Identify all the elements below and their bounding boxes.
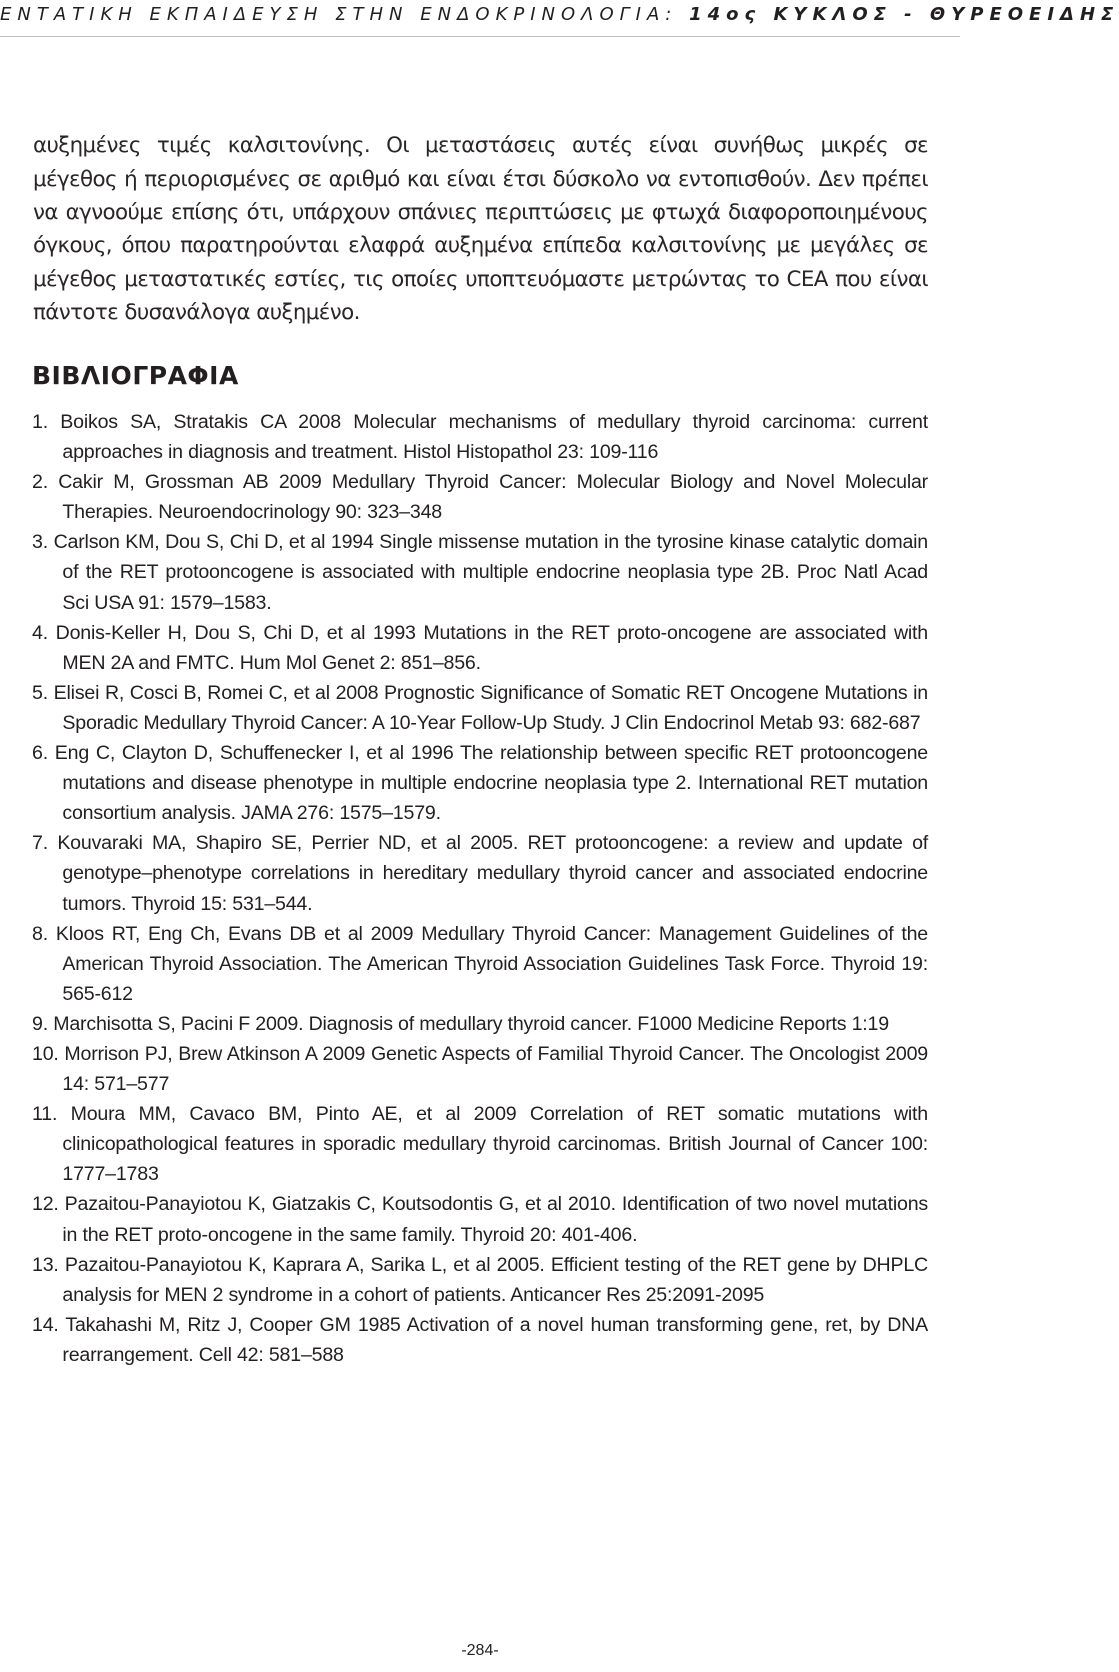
reference-item (32, 1099, 928, 1189)
reference-item (32, 1310, 928, 1370)
reference-body: Eng C, Clayton D, Schuffenecker I, et al 1996 The relationship between specific RET protooncogene mutations and disease phenotype in multiple endocrine neoplasia type 2. International RET mutation consortium analysis. JAMA 276: 1575–1579. (54, 742, 928, 825)
reference-body: Moura MM, Cavaco BM, Pinto AE, et al 2009 Correlation of RET somatic mutations with clinicopathological features in sporadic medullary thyroid carcinomas. British Journal of Cancer 100: 1777–1783 (62, 1103, 928, 1186)
reference-number: 5. (32, 681, 48, 704)
reference-item (32, 527, 928, 617)
reference-item (32, 407, 928, 467)
reference-body: Donis-Keller H, Dou S, Chi D, et al 1993 Mutations in the RET proto-oncogene are associated with MEN 2A and FMTC. Hum Mol Genet 2: 851–856. (55, 621, 928, 674)
reference-text (32, 1250, 928, 1310)
reference-number: 14. (32, 1313, 59, 1336)
reference-item (32, 1189, 928, 1249)
reference-number: 4. (32, 621, 48, 644)
reference-text (32, 527, 928, 617)
reference-text (32, 407, 928, 467)
reference-text (32, 738, 928, 828)
reference-item (32, 1250, 928, 1310)
reference-item (32, 1039, 928, 1099)
running-header (0, 4, 1119, 25)
reference-text (32, 1009, 928, 1039)
reference-number: 7. (32, 832, 48, 855)
reference-item (32, 828, 928, 918)
reference-body: Pazaitou-Panayiotou K, Giatzakis C, Koutsodontis G, et al 2010. Identification of two novel mutations in the RET proto-oncogene in the same family. Thyroid 20: 401-406. (62, 1193, 928, 1246)
reference-number: 11. (32, 1103, 58, 1126)
reference-body: Kloos RT, Eng Ch, Evans DB et al 2009 Medullary Thyroid Cancer: Management Guidelines of the American Thyroid Association. The American Thyroid Association Guidelines Task Force. Thyroid 19: 565-612 (55, 922, 928, 1005)
reference-body: Kouvaraki MA, Shapiro SE, Perrier ND, et al 2005. RET protooncogene: a review and update of genotype–phenotype correlations in hereditary medullary thyroid cancer and associated endocrine tumors. Thyroid 15: 531–544. (57, 832, 929, 915)
reference-text (32, 919, 928, 1009)
reference-number: 1. (32, 411, 48, 433)
header-divider (0, 36, 960, 37)
reference-text (32, 1189, 928, 1249)
reference-text (32, 467, 928, 527)
reference-text (32, 1039, 928, 1099)
bibliography-heading: ΒΙΒΛΙΟΓΡΑΦΙΑ (32, 361, 239, 390)
header-title: ΕΝΤΑΤΙΚΗ ΕΚΠΑΙΔΕΥΣΗ ΣΤΗΝ ΕΝΔΟΚΡΙΝΟΛΟΓΙΑ: (0, 4, 678, 25)
reference-number: 10. (32, 1042, 59, 1065)
reference-item (32, 1009, 928, 1039)
reference-body: Takahashi M, Ritz J, Cooper GM 1985 Activation of a novel human transforming gene, ret, by DNA rearrangement. Cell 42: 581–588 (62, 1313, 928, 1366)
reference-item (32, 678, 928, 738)
page-number: -284- (461, 1642, 499, 1659)
reference-number: 9. (32, 1012, 48, 1035)
reference-text (32, 1099, 928, 1189)
reference-number: 6. (32, 742, 48, 765)
reference-item (32, 618, 928, 678)
reference-number: 13. (32, 1253, 59, 1276)
reference-text (32, 1310, 928, 1370)
reference-text (32, 678, 928, 738)
reference-body: Morrison PJ, Brew Atkinson A 2009 Genetic Aspects of Familial Thyroid Cancer. The Oncologist 2009 14: 571–577 (62, 1042, 928, 1096)
body-paragraph: αυξημένες τιμές καλσιτονίνης. Οι μεταστάσεις αυτές είναι συνήθως μικρές σε μέγεθος ή περιορισμένες σε αριθμό και είναι έτσι δύσκολο να εντοπισθούν. Δεν πρέπει να αγνοούμε επίσης ότι, υπάρχουν σπάνιες περιπτώσεις με φτωχά διαφοροποιημένους όγκους, όπου παρατηρούνται ελαφρά αυξημένα επίπεδα καλσιτονίνης με μεγάλες σε μέγεθος μεταστατικές εστίες, τις οποίες υποπτευόμαστε μετρώντας το CEA που είναι πάντοτε δυσανάλογα αυξημένο. (33, 133, 928, 325)
reference-number: 3. (32, 531, 48, 554)
reference-body: Cakir M, Grossman AB 2009 Medullary Thyroid Cancer: Molecular Biology and Novel Molecular Therapies. Neuroendocrinology 90: 323–348 (58, 471, 929, 524)
reference-body: Marchisotta S, Pacini F 2009. Diagnosis of medullary thyroid cancer. F1000 Medicine Reports 1:19 (53, 1012, 889, 1035)
reference-body: Carlson KM, Dou S, Chi D, et al 1994 Single missense mutation in the tyrosine kinase catalytic domain of the RET protooncogene is associated with multiple endocrine neoplasia type 2B. Proc Natl Acad Sci USA 91: 1579–1583. (53, 531, 928, 614)
reference-item (32, 467, 928, 527)
reference-body: Boikos SA, Stratakis CA 2008 Molecular mechanisms of medullary thyroid carcinoma: current approaches in diagnosis and treatment. Histol Histopathol 23: 109-116 (60, 411, 928, 464)
reference-item (32, 919, 928, 1009)
reference-text (32, 618, 928, 678)
reference-number: 2. (32, 471, 48, 494)
header-cycle: 14ος ΚΥΚΛΟΣ - ΘΥΡΕΟΕΙΔΗΣ (689, 4, 1119, 25)
reference-item (32, 738, 928, 828)
reference-body: Elisei R, Cosci B, Romei C, et al 2008 Prognostic Significance of Somatic RET Oncogene Mutations in Sporadic Medullary Thyroid Cancer: A 10-Year Follow-Up Study. J Clin Endocrinol Metab 93: 682-687 (53, 681, 928, 734)
reference-number: 8. (32, 922, 48, 945)
reference-number: 12. (32, 1193, 59, 1216)
reference-body: Pazaitou-Panayiotou K, Kaprara A, Sarika L, et al 2005. Efficient testing of the RET gene by DHPLC analysis for MEN 2 syndrome in a cohort of patients. Anticancer Res 25:2091-2095 (62, 1253, 928, 1306)
reference-text (32, 828, 928, 918)
reference-list (32, 407, 928, 1370)
